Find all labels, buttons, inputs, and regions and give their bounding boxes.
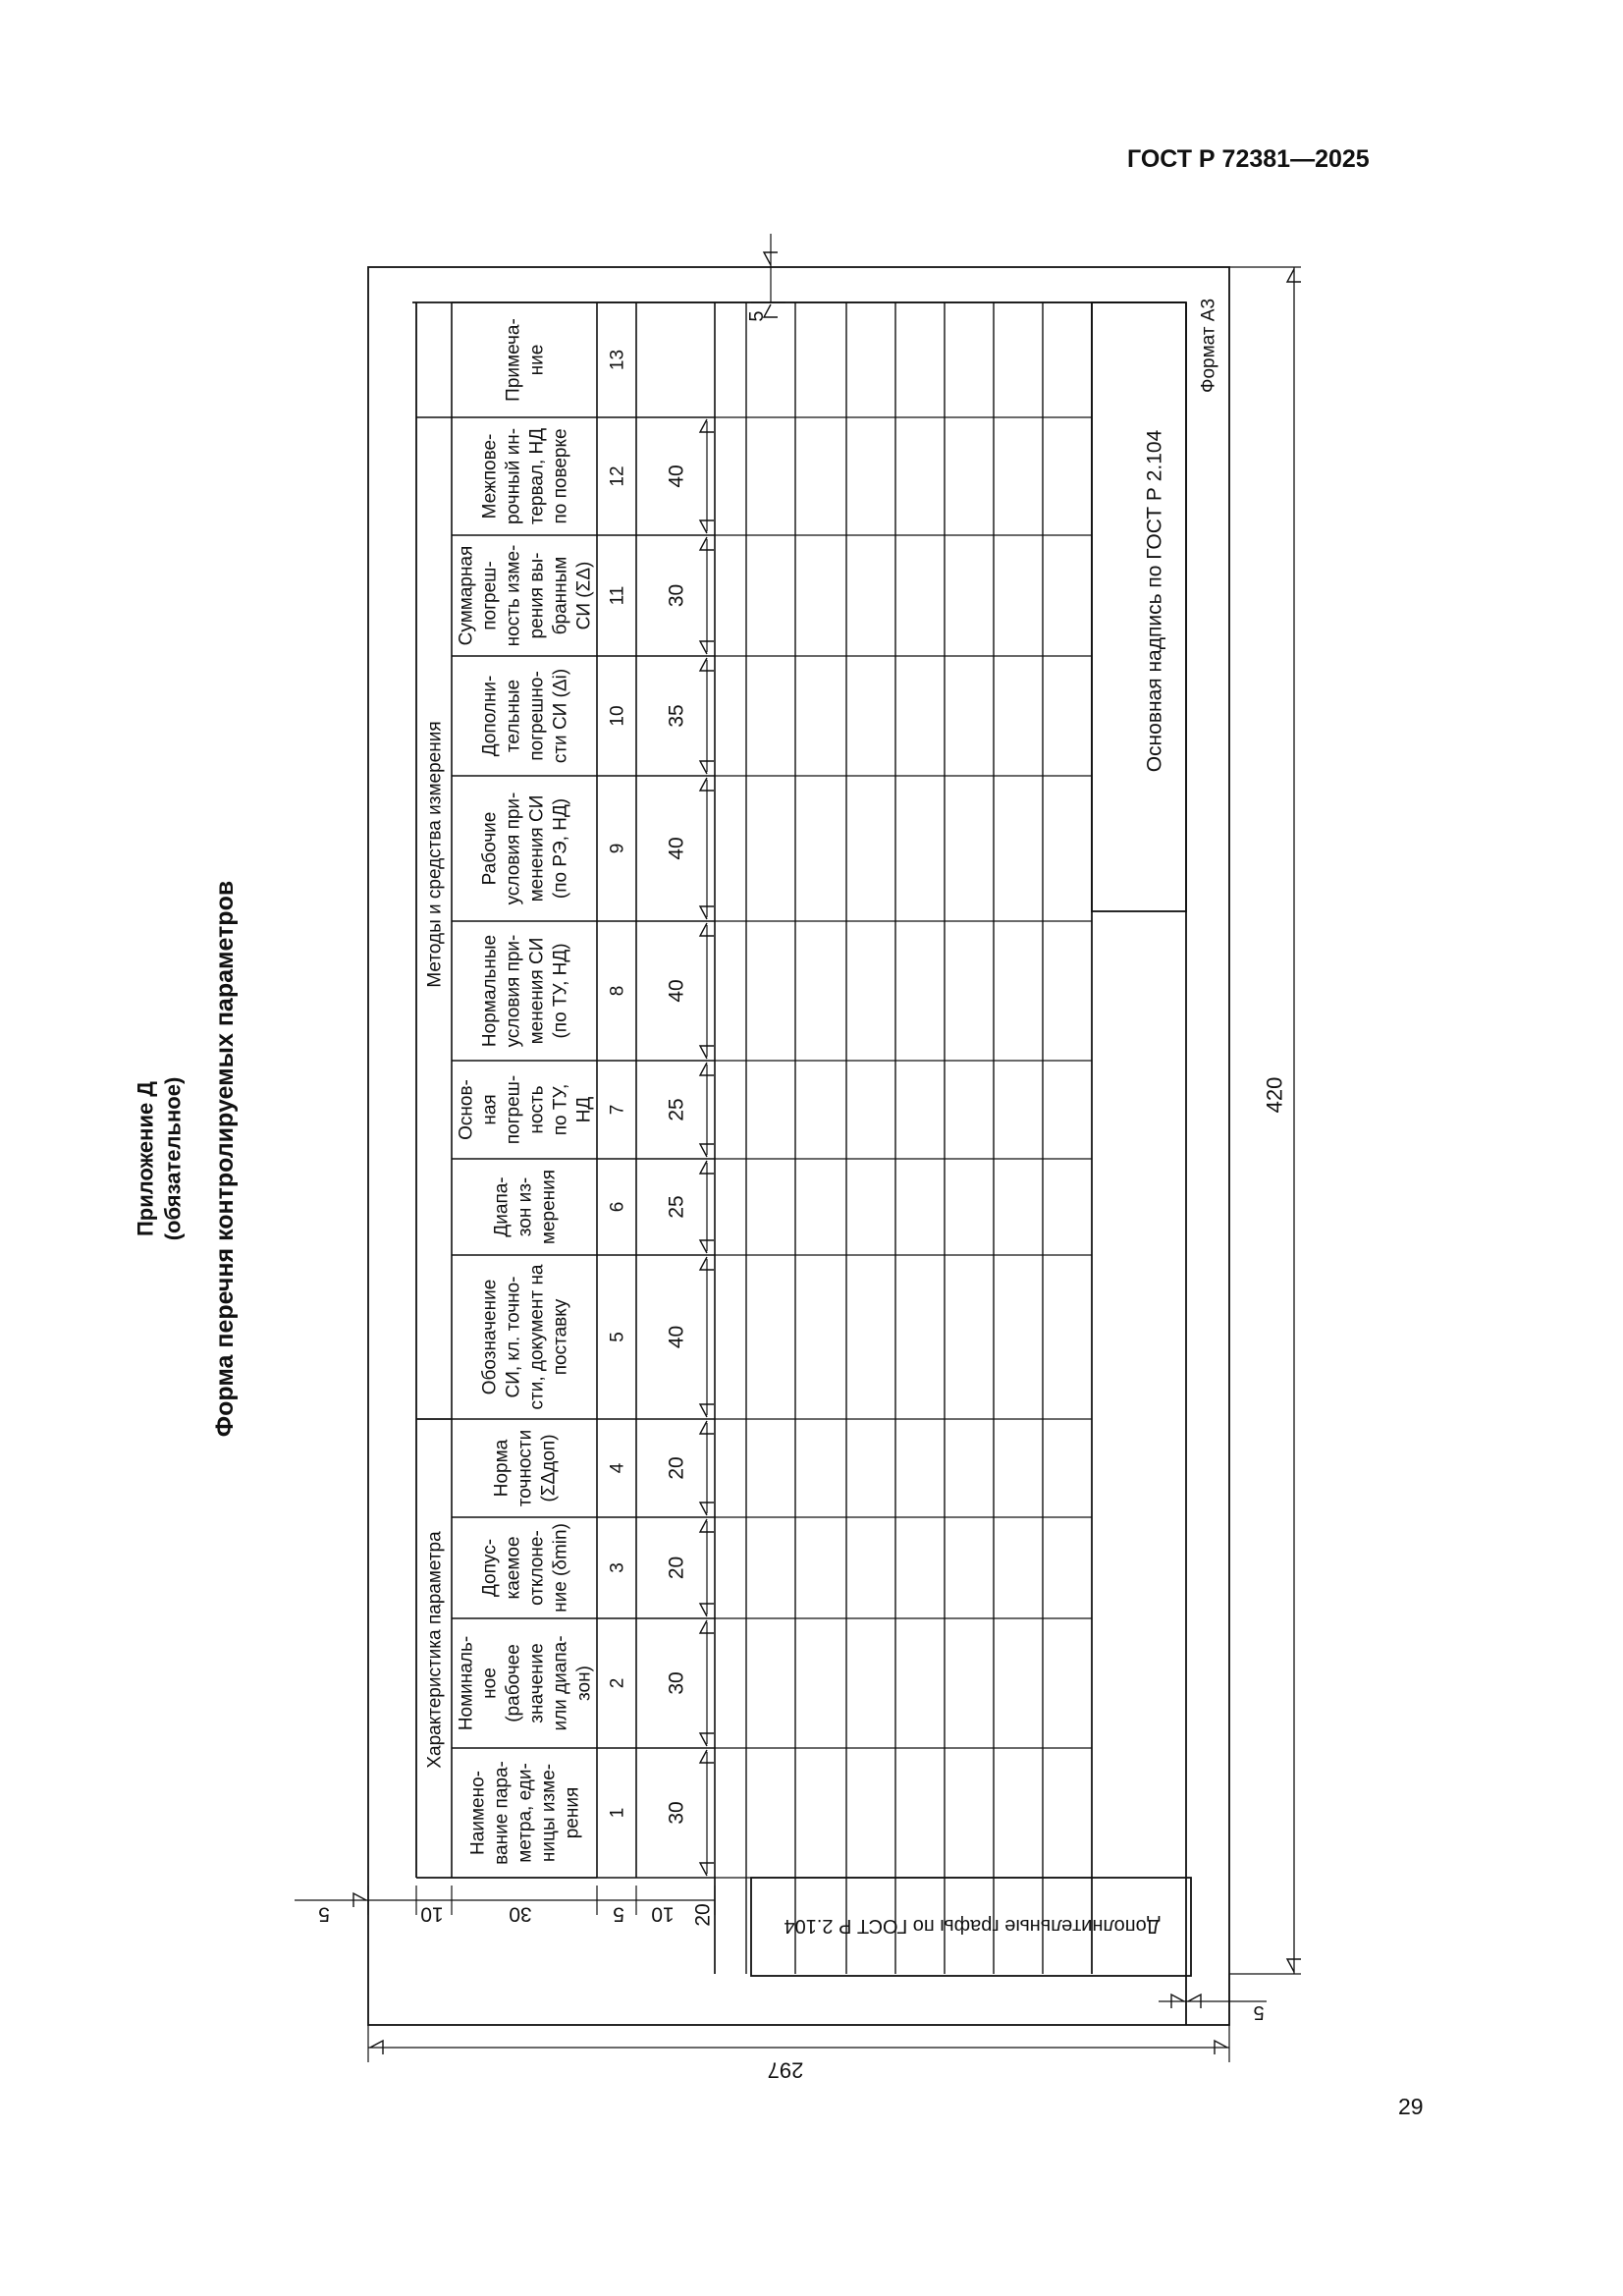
column-number-3 (608, 1562, 628, 1573)
column-header-1 (468, 1761, 583, 1865)
column-header-3 (480, 1523, 571, 1613)
page-number: 29 (1398, 2094, 1424, 2119)
column-width-11 (665, 584, 687, 607)
svg-text:5: 5 (318, 1902, 330, 1926)
svg-text:30: 30 (665, 1671, 688, 1695)
column-header-2 (457, 1635, 595, 1730)
svg-text:10: 10 (607, 705, 628, 727)
svg-text:ОбозначениеСИ, кл. точно-сти,: Обозначение СИ, кл. точно- сти, документ на поставку (479, 1264, 571, 1410)
column-width-8 (665, 979, 687, 1002)
column-number-6 (608, 1202, 628, 1213)
svg-text:5: 5 (746, 310, 768, 322)
svg-text:Основ-наяпогреш-ностьпо ТУ,НД: Основ- ная погреш- ность по ТУ, НД (456, 1074, 595, 1145)
column-width-9 (665, 837, 687, 859)
svg-text:20: 20 (665, 1456, 688, 1480)
svg-text:Дополнительные графы по ГОСТ Р: Дополнительные графы по ГОСТ Р 2.104 (784, 1915, 1161, 1937)
column-header-6 (492, 1170, 560, 1244)
svg-text:Норматочности(ΣΔдоп): Норма точности (ΣΔдоп) (491, 1429, 560, 1507)
column-number-7 (608, 1105, 628, 1116)
svg-text:30: 30 (665, 583, 688, 608)
svg-text:40: 40 (665, 1325, 688, 1349)
svg-text:4: 4 (607, 1462, 628, 1474)
column-width-10 (665, 704, 687, 727)
svg-text:3: 3 (607, 1562, 628, 1573)
svg-text:40: 40 (665, 837, 688, 860)
svg-text:13: 13 (607, 349, 628, 371)
svg-text:Примеча-ние: Примеча- ние (503, 318, 548, 402)
svg-text:420: 420 (1262, 1076, 1287, 1114)
group-methods-label (425, 721, 446, 987)
left-dim-label-1 (420, 1903, 443, 1926)
column-header-7 (457, 1075, 595, 1145)
svg-text:Суммарнаяпогреш-ность изме-рен: Суммарная погреш- ность изме- рения вы- бранным СИ (ΣΔ) (456, 544, 595, 647)
svg-text:20: 20 (691, 1903, 715, 1927)
svg-text:12: 12 (607, 465, 628, 487)
svg-text:1: 1 (607, 1807, 628, 1819)
svg-text:Диапа-зон из-мерения: Диапа- зон из- мерения (491, 1169, 560, 1245)
svg-text:2: 2 (607, 1677, 628, 1689)
column-width-5 (665, 1326, 687, 1348)
svg-text:5: 5 (607, 1332, 628, 1342)
column-width-12 (665, 465, 687, 487)
dim-top-5-label (746, 310, 768, 321)
svg-text:5: 5 (1253, 2001, 1265, 2023)
svg-text:40: 40 (665, 465, 688, 488)
main-stamp-box (1092, 302, 1186, 911)
svg-text:Наимено-вание пара-метра, еди-: Наимено- вание пара- метра, еди- ницы изме- рения (467, 1761, 583, 1865)
svg-text:25: 25 (665, 1195, 688, 1219)
left-dim-label-4 (651, 1903, 674, 1926)
column-header-10 (480, 669, 571, 763)
extra-fields-label (784, 1915, 1160, 1937)
column-number-10 (608, 705, 628, 726)
form-title (211, 881, 239, 1437)
column-number-8 (608, 986, 628, 997)
standard-code: ГОСТ Р 72381—2025 (1127, 145, 1370, 173)
svg-text:6: 6 (607, 1201, 628, 1213)
svg-text:10: 10 (420, 1902, 444, 1926)
svg-text:Дополни-тельныепогрешно-сти СИ: Дополни- тельные погрешно- сти СИ (Δi) (479, 668, 571, 764)
left-dim-label-0 (318, 1903, 330, 1926)
column-number-12 (608, 465, 628, 486)
column-header-8 (480, 935, 571, 1048)
svg-text:30: 30 (665, 1801, 688, 1825)
svg-text:11: 11 (607, 585, 628, 606)
column-width-4 (665, 1456, 687, 1479)
svg-text:Допус-каемоеотклоне-ние (δmin): Допус- каемое отклоне- ние (δmin) (479, 1523, 571, 1613)
svg-text:Нормальныеусловия при-менения: Нормальные условия при- менения СИ (по ТУ, НД) (479, 934, 571, 1048)
svg-text:Межпове-рочный ин-тервал, НДпо: Межпове- рочный ин- тервал, НД по поверке (479, 427, 571, 525)
svg-text:Характеристика параметра: Характеристика параметра (424, 1531, 446, 1769)
svg-text:20: 20 (665, 1556, 688, 1580)
svg-text:9: 9 (607, 843, 628, 854)
column-number-2 (608, 1678, 628, 1689)
left-dim-label-2 (509, 1903, 531, 1926)
svg-text:8: 8 (607, 985, 628, 997)
column-header-12 (480, 428, 571, 524)
svg-text:Методы и средства измерения: Методы и средства измерения (424, 721, 446, 988)
svg-text:Формат А3: Формат А3 (1198, 298, 1219, 394)
svg-text:10: 10 (651, 1902, 675, 1926)
column-width-6 (665, 1195, 687, 1218)
svg-text:40: 40 (665, 979, 688, 1003)
column-header-9 (480, 793, 571, 905)
svg-text:5: 5 (613, 1902, 624, 1926)
left-dim-label-20 (691, 1903, 714, 1926)
main-stamp-label (1143, 429, 1165, 772)
column-number-13 (608, 350, 628, 370)
column-header-11 (457, 545, 595, 647)
appendix-title (134, 1077, 186, 1241)
column-width-7 (665, 1098, 687, 1121)
group-characteristics-label (425, 1531, 446, 1769)
column-width-1 (665, 1801, 687, 1824)
dim-420-label (1263, 1077, 1287, 1114)
column-header-5 (480, 1264, 571, 1409)
column-number-4 (608, 1462, 628, 1473)
dim-bottom-5-label (1253, 2001, 1264, 2023)
column-number-1 (608, 1808, 628, 1819)
svg-text:Основная надпись по ГОСТ Р 2.1: Основная надпись по ГОСТ Р 2.104 (1143, 429, 1166, 773)
column-header-4 (492, 1430, 560, 1506)
svg-text:35: 35 (665, 704, 688, 728)
svg-text:30: 30 (509, 1902, 532, 1926)
dim-297-label (768, 2057, 804, 2082)
format-label (1199, 299, 1219, 393)
svg-text:Рабочиеусловия при-менения СИ(: Рабочие условия при- менения СИ (по РЭ, НД) (479, 792, 571, 905)
svg-text:297: 297 (767, 2057, 804, 2083)
svg-text:25: 25 (665, 1098, 688, 1121)
column-width-2 (665, 1671, 687, 1694)
svg-text:Форма перечня контролируемых п: Форма перечня контролируемых параметров (210, 880, 239, 1438)
svg-text:Приложение Д(обязательное): Приложение Д (обязательное) (133, 1076, 186, 1241)
svg-text:7: 7 (607, 1104, 628, 1116)
left-dim-label-3 (613, 1903, 624, 1926)
column-number-11 (608, 586, 628, 606)
column-number-9 (608, 844, 628, 854)
column-header-13 (504, 318, 548, 402)
column-width-3 (665, 1557, 687, 1579)
column-number-5 (608, 1332, 628, 1342)
svg-text:Номиналь-ное(рабочеезначениеил: Номиналь- ное (рабочее значение или диапа- зон) (456, 1635, 595, 1731)
